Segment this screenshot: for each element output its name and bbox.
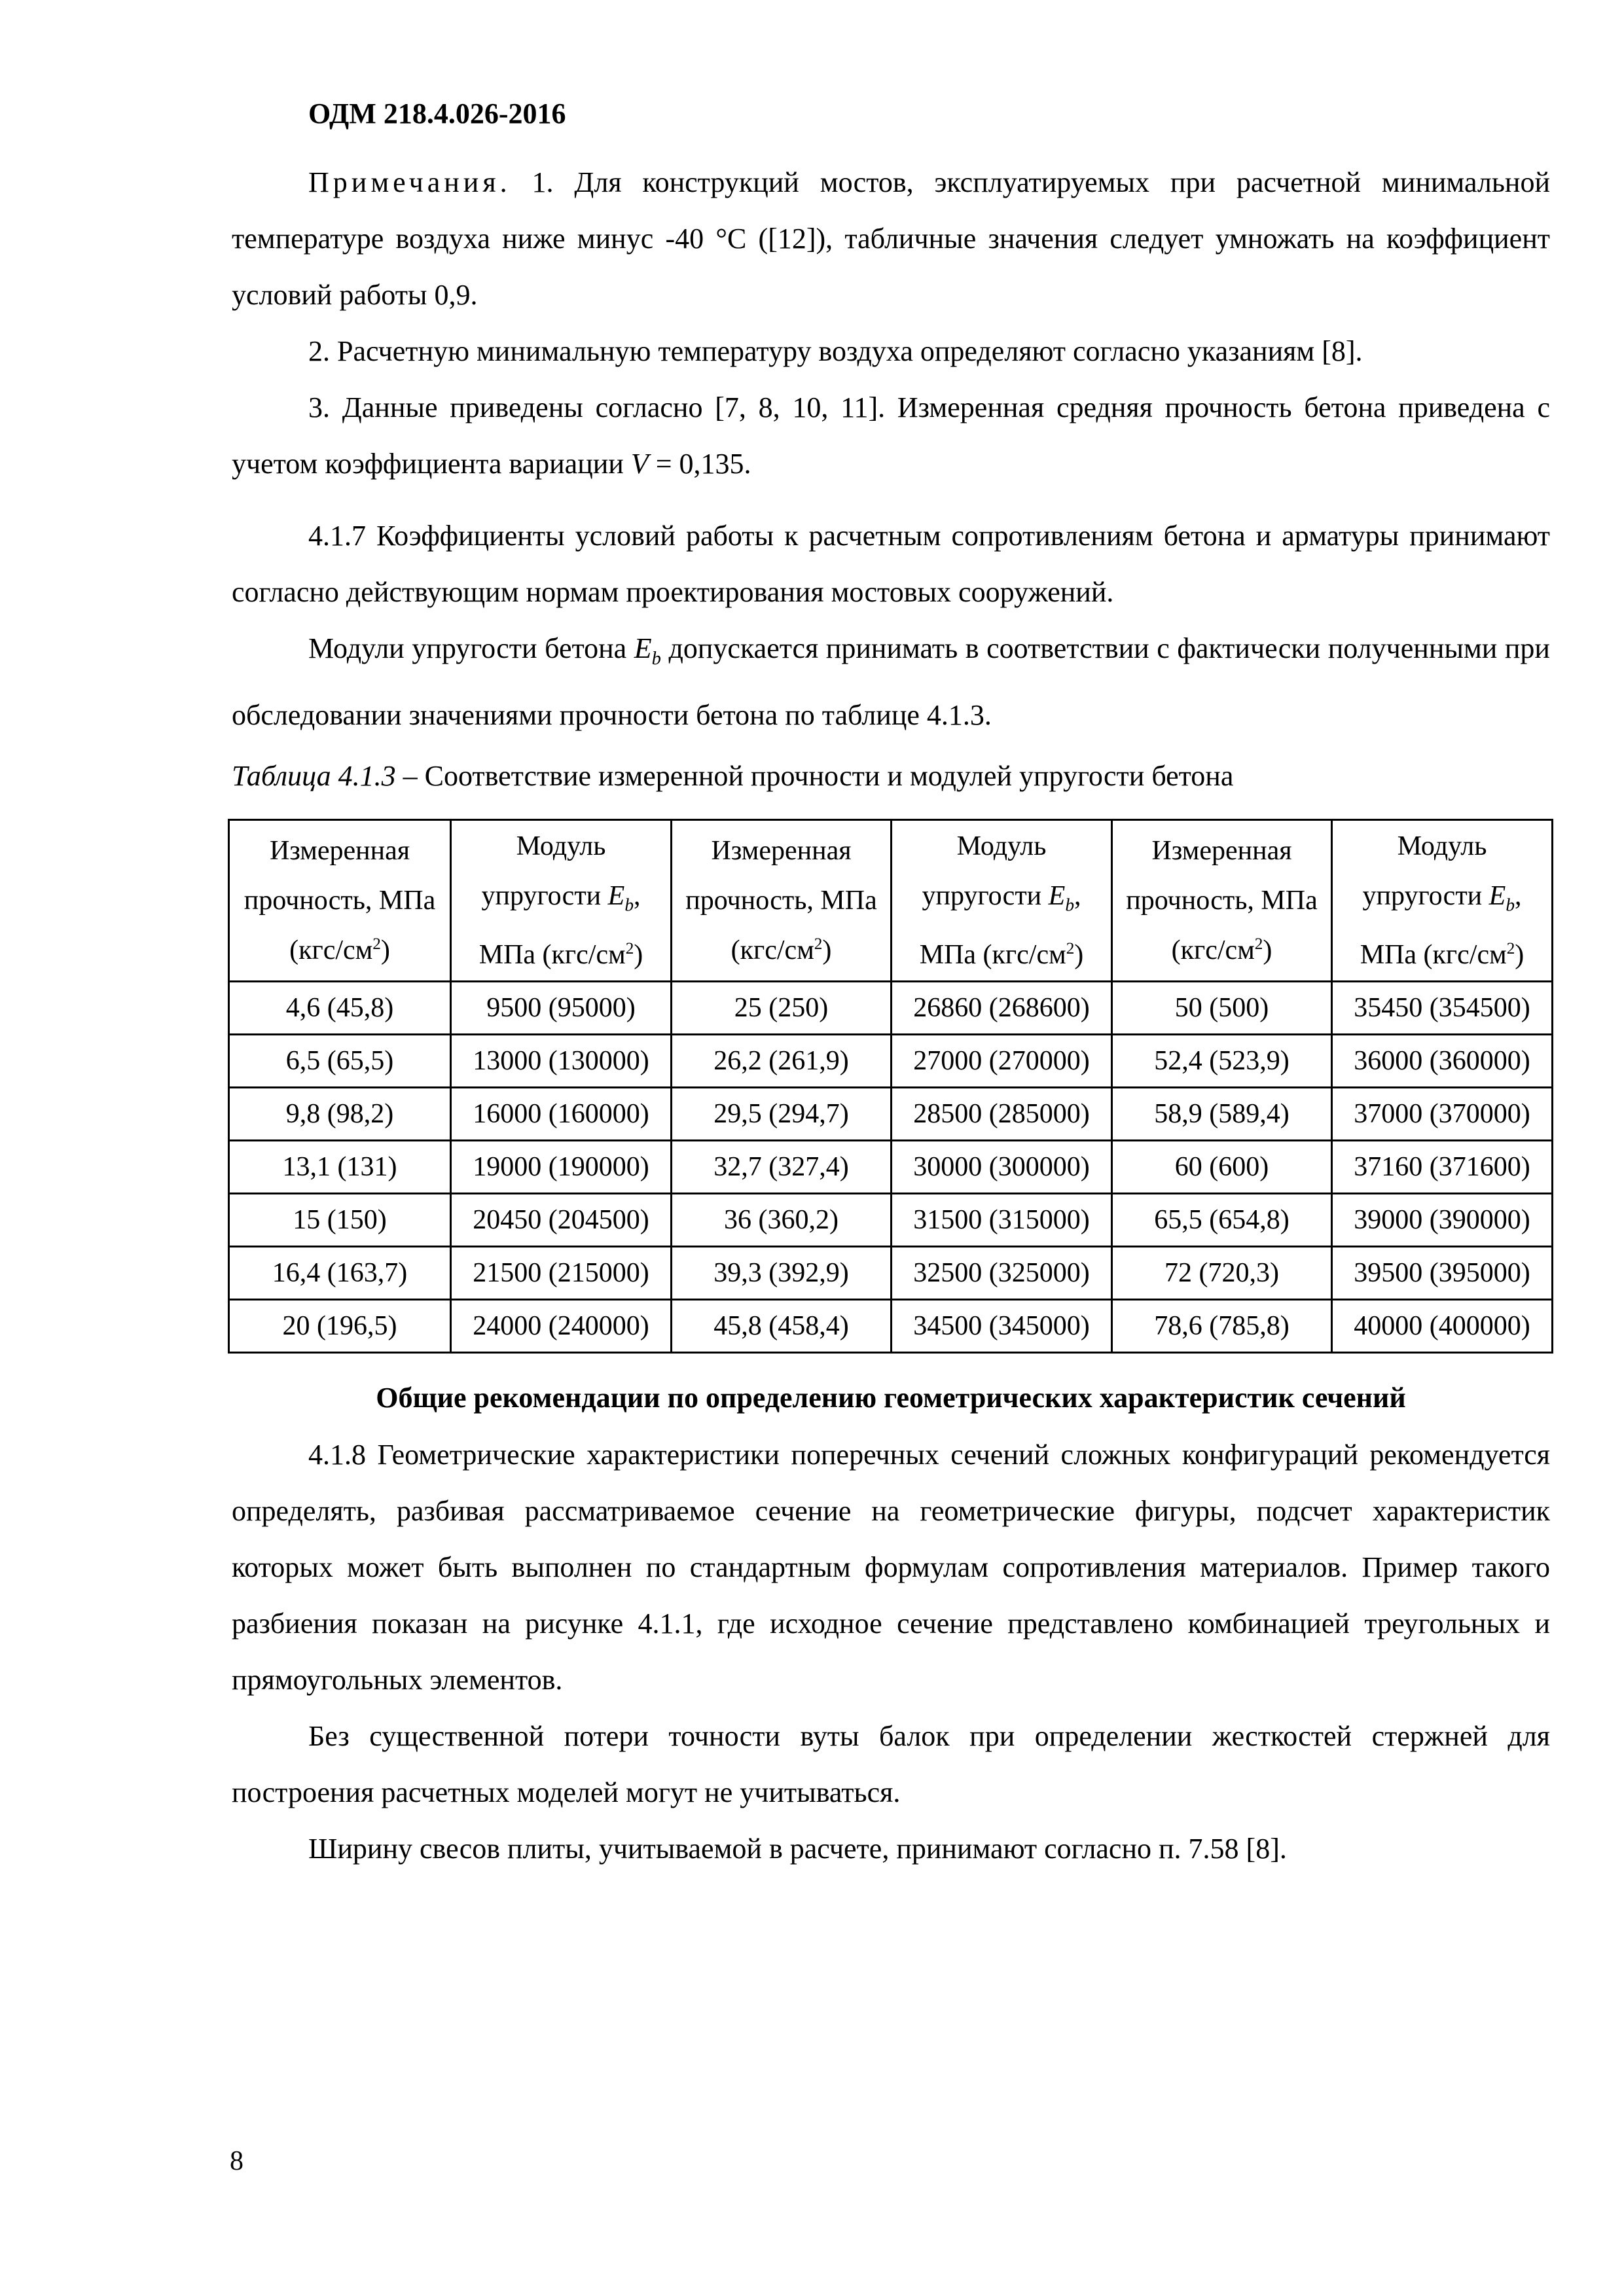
- eb-symbol: $E_b$: [1489, 881, 1515, 915]
- table-cell: 37160 (371600): [1332, 1141, 1553, 1194]
- table-cell: 31500 (315000): [892, 1194, 1112, 1247]
- document-code-header: ОДМ 218.4.026-2016: [308, 98, 566, 130]
- table-cell: 65,5 (654,8): [1112, 1194, 1332, 1247]
- table-row: [229, 1035, 1553, 1088]
- header-modulus-2: Модуль упругости $E_b$, МПа $(кгс/см^2)$: [892, 820, 1112, 982]
- header-strength-1: Измеренная прочность, МПа $(кгс/см^2)$: [229, 820, 451, 982]
- section-body: [232, 1427, 1550, 1877]
- table-cell: 16000 (160000): [451, 1088, 672, 1141]
- table-cell: 28500 (285000): [892, 1088, 1112, 1141]
- table-row: [229, 1088, 1553, 1141]
- table-cell: 24000 (240000): [451, 1300, 672, 1353]
- table-cell: 26860 (268600): [892, 982, 1112, 1035]
- table-cell: 13,1 (131): [229, 1141, 451, 1194]
- table-cell: 15 (150): [229, 1194, 451, 1247]
- table-caption-text: – Соответствие измеренной прочности и модулей упругости бетона: [395, 760, 1234, 792]
- table-cell: 4,6 (45,8): [229, 982, 451, 1035]
- header-strength-2: Измеренная прочность, МПа $(кгс/см^2)$: [672, 820, 892, 982]
- table-cell: 60 (600): [1112, 1141, 1332, 1194]
- eb-symbol: $E_b$: [607, 881, 634, 915]
- table-cell: 20450 (204500): [451, 1194, 672, 1247]
- modulus-text-b: допускается принимать в соответствии с фактически полученными при обследовании значениями прочности бетона по таблице 4.1.3.: [232, 632, 1550, 731]
- header-strength-3: Измеренная прочность, МПа $(кгс/см^2)$: [1112, 820, 1332, 982]
- table-cell: 72 (720,3): [1112, 1247, 1332, 1300]
- header-modulus-1: Модуль упругости $E_b$, МПа $(кгс/см^2)$: [451, 820, 672, 982]
- modulus-text-a: Модули упругости бетона: [308, 632, 634, 664]
- paragraph-4-1-7-block: [232, 508, 1550, 744]
- page-number: 8: [230, 2146, 244, 2176]
- table-cell: 27000 (270000): [892, 1035, 1112, 1088]
- table-cell: 36000 (360000): [1332, 1035, 1553, 1088]
- table-cell: 37000 (370000): [1332, 1088, 1553, 1141]
- table-cell: 13000 (130000): [451, 1035, 672, 1088]
- table-cell: 39,3 (392,9): [672, 1247, 892, 1300]
- table-caption-label: Таблица 4.1.3: [232, 760, 396, 792]
- table-cell: 30000 (300000): [892, 1141, 1112, 1194]
- note-1: [232, 154, 1550, 323]
- note-1-text: 1. Для конструкций мостов, эксплуатируемых при расчетной минимальной температуре воздуха ниже минус -40 °С ([12]), табличные значения следует умножать на коэффициент условий работы 0,9.: [232, 166, 1550, 311]
- note-2: 2. Расчетную минимальную температуру воздуха определяют согласно указаниям [8].: [308, 335, 1363, 367]
- note-3: [232, 380, 1550, 492]
- table-cell: 19000 (190000): [451, 1141, 672, 1194]
- table-cell: 52,4 (523,9): [1112, 1035, 1332, 1088]
- header-modulus-3: Модуль упругости $E_b$, МПа $(кгс/см^2)$: [1332, 820, 1553, 982]
- notes-block: [232, 154, 1550, 492]
- table-cell: 39000 (390000): [1332, 1194, 1553, 1247]
- table-cell: 29,5 (294,7): [672, 1088, 892, 1141]
- table-cell: 26,2 (261,9): [672, 1035, 892, 1088]
- table-caption: [232, 759, 1233, 793]
- table-row: [229, 1247, 1553, 1300]
- modulus-table: [228, 819, 1553, 1354]
- table-cell: 45,8 (458,4): [672, 1300, 892, 1353]
- table-row: [229, 1141, 1553, 1194]
- paragraph-4-1-7: 4.1.7 Коэффициенты условий работы к расчетным сопротивлениям бетона и арматуры принимают согласно действующим нормам проектирования мостовых сооружений.: [232, 520, 1550, 608]
- eb-symbol: $E_b$: [1048, 881, 1074, 915]
- variation-value: = 0,135.: [648, 448, 751, 480]
- table-header-row: [229, 820, 1553, 982]
- section-title: Общие рекомендации по определению геометрических характеристик сечений: [376, 1382, 1406, 1414]
- table-cell: 35450 (354500): [1332, 982, 1553, 1035]
- table-cell: 78,6 (785,8): [1112, 1300, 1332, 1353]
- table-cell: 16,4 (163,7): [229, 1247, 451, 1300]
- note-3-text: 3. Данные приведены согласно [7, 8, 10, 11]. Измеренная средняя прочность бетона приведена с учетом коэффициента вариации: [232, 391, 1550, 480]
- paragraph-modulus: [232, 620, 1550, 744]
- table-row: [229, 982, 1553, 1035]
- table-cell: 50 (500): [1112, 982, 1332, 1035]
- paragraph-4-1-8: 4.1.8 Геометрические характеристики поперечных сечений сложных конфигураций рекомендуется определять, разбивая рассматриваемое сечение на геометрические фигуры, подсчет характеристик которых может быть выполнен по стандартным формулам сопротивления материалов. Пример такого разбиения показан на рисунке 4.1.1, где исходное сечение представлено комбинацией треугольных и прямоугольных элементов.: [232, 1439, 1550, 1696]
- paragraph-haunches: Без существенной потери точности вуты балок при определении жесткостей стержней для построения расчетных моделей могут не учитываться.: [232, 1720, 1550, 1808]
- paragraph-slab-width: Ширину свесов плиты, учитываемой в расчете, принимают согласно п. 7.58 [8].: [308, 1833, 1287, 1865]
- table-cell: 9,8 (98,2): [229, 1088, 451, 1141]
- table-cell: 25 (250): [672, 982, 892, 1035]
- table-cell: 40000 (400000): [1332, 1300, 1553, 1353]
- table-cell: 34500 (345000): [892, 1300, 1112, 1353]
- table-cell: 21500 (215000): [451, 1247, 672, 1300]
- eb-symbol: $E_b$: [634, 632, 661, 669]
- table-cell: 6,5 (65,5): [229, 1035, 451, 1088]
- table-cell: 20 (196,5): [229, 1300, 451, 1353]
- table-cell: 9500 (95000): [451, 982, 672, 1035]
- table-cell: 36 (360,2): [672, 1194, 892, 1247]
- table-cell: 32500 (325000): [892, 1247, 1112, 1300]
- table-cell: 32,7 (327,4): [672, 1141, 892, 1194]
- notes-label: Примечания.: [308, 166, 511, 198]
- variation-symbol: V: [630, 448, 649, 480]
- table-row: [229, 1300, 1553, 1353]
- table-row: [229, 1194, 1553, 1247]
- table-cell: 58,9 (589,4): [1112, 1088, 1332, 1141]
- table-cell: 39500 (395000): [1332, 1247, 1553, 1300]
